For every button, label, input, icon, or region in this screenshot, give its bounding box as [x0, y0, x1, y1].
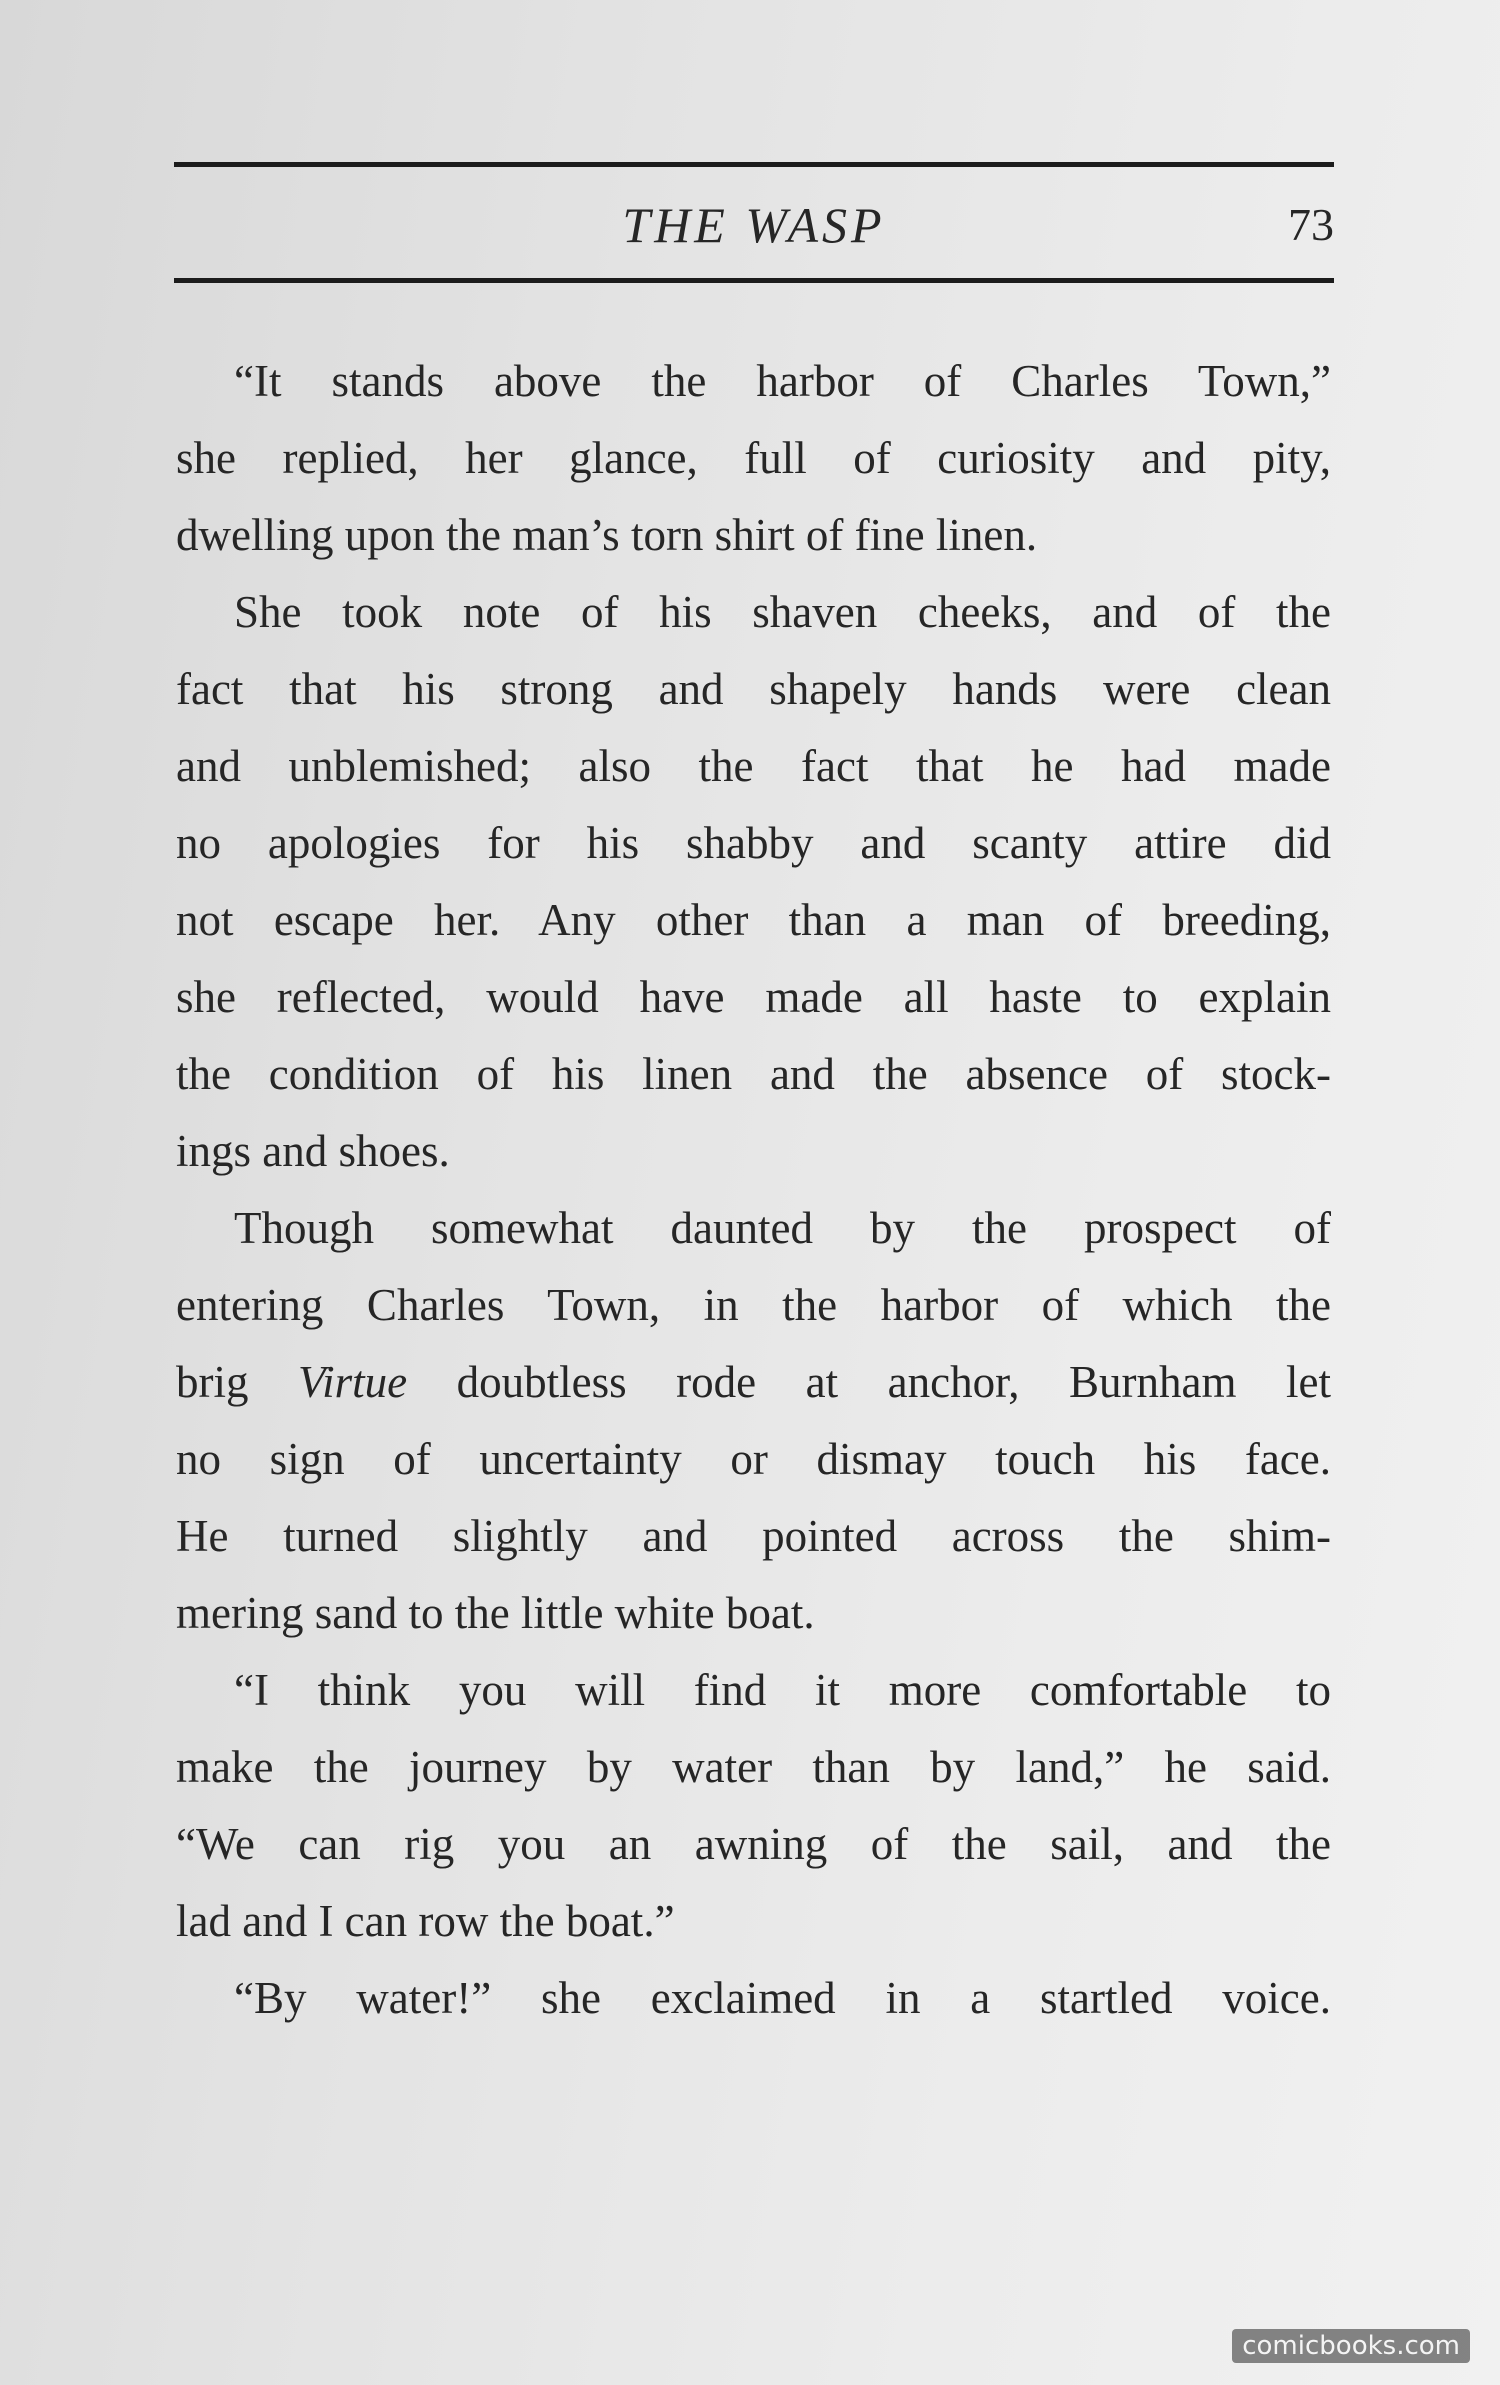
text-line: ings and shoes. [176, 1126, 450, 1176]
watermark: comicbooks.com [1232, 2329, 1470, 2363]
text-line: lad and I can row the boat.” [176, 1896, 675, 1946]
text-line: “We can rig you an awning of the sail, and the [176, 1819, 1331, 1869]
text-line: she reflected, would have made all haste to explain [176, 972, 1331, 1022]
header-rule-bottom [174, 278, 1334, 283]
text-line: not escape her. Any other than a man of breeding, [176, 895, 1331, 945]
text-line: “By water!” she exclaimed in a startled voice. [234, 1973, 1331, 2023]
paragraph [176, 343, 1331, 574]
text-line: and unblemished; also the fact that he had made [176, 741, 1331, 791]
paragraph [176, 1652, 1331, 1960]
text-line: fact that his strong and shapely hands were clean [176, 664, 1331, 714]
text-line: the condition of his linen and the absence of stock- [176, 1049, 1331, 1099]
text-run: brig [176, 1357, 298, 1407]
text-line: no sign of uncertainty or dismay touch his face. [176, 1434, 1331, 1484]
text-line: she replied, her glance, full of curiosity and pity, [176, 433, 1331, 483]
text-line: He turned slightly and pointed across the shim- [176, 1511, 1331, 1561]
text-line: “It stands above the harbor of Charles Town,” [234, 356, 1331, 406]
text-line: dwelling upon the man’s torn shirt of fine linen. [176, 510, 1038, 560]
text-line: She took note of his shaven cheeks, and of the [234, 587, 1331, 637]
text-line: make the journey by water than by land,” he said. [176, 1742, 1331, 1792]
text-line: no apologies for his shabby and scanty attire did [176, 818, 1331, 868]
page-number: 73 [1288, 199, 1334, 250]
running-title: THE WASP [622, 197, 886, 253]
text-line [176, 1344, 1331, 1421]
text-line: Though somewhat daunted by the prospect of [234, 1203, 1331, 1253]
body-text [176, 343, 1331, 2037]
header-rule-top [174, 162, 1334, 167]
text-run: doubtless rode at anchor, Burnham let [407, 1357, 1331, 1407]
paragraph [176, 1190, 1331, 1652]
text-line: “I think you will find it more comfortable to [234, 1665, 1331, 1715]
paragraph [176, 1960, 1331, 2037]
paragraph [176, 574, 1331, 1190]
ship-name: Virtue [298, 1357, 408, 1407]
running-head [174, 190, 1334, 260]
text-line: mering sand to the little white boat. [176, 1588, 815, 1638]
text-line: entering Charles Town, in the harbor of which the [176, 1280, 1331, 1330]
